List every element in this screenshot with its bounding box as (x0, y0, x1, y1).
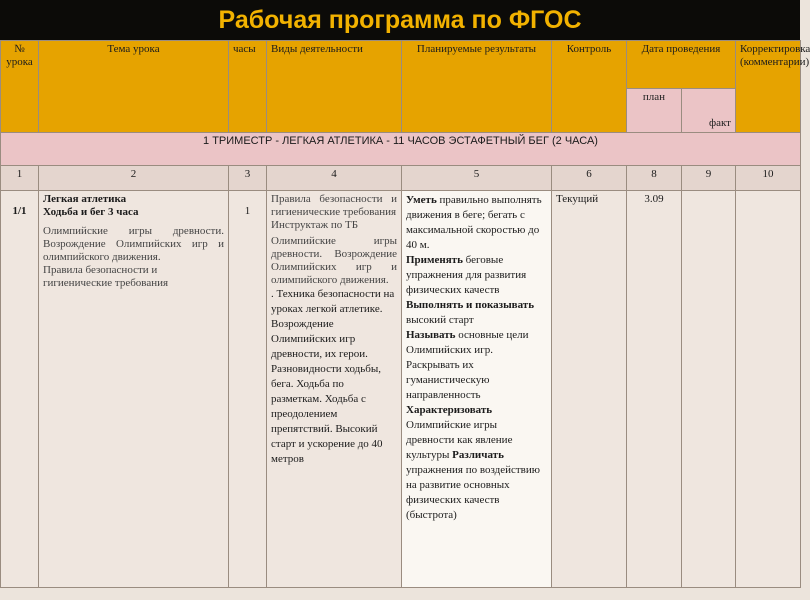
result-text: правильно выполнять движения в беге; бегать с максимальной скоростью до 40 м. (406, 194, 542, 251)
column-number: 2 (39, 166, 229, 191)
lesson-hours: 1 (229, 191, 267, 588)
activities-cell (267, 191, 402, 588)
header-activities: Виды деятельности (267, 41, 402, 133)
result-keyword: Выполнять и показывать (406, 299, 535, 311)
result-text: высокий старт (406, 314, 474, 326)
column-number: 9 (682, 166, 736, 191)
result-text: Олимпийские игры древности как явление культуры (406, 419, 513, 461)
column-number: 5 (402, 166, 552, 191)
result-keyword: Характеризовать (406, 404, 493, 416)
table-row (1, 191, 801, 588)
control-type: Текущий (552, 191, 627, 588)
column-number: 3 (229, 166, 267, 191)
result-text: основные цели Олимпийских игр. Раскрывать их гуманистическую направленность (406, 329, 529, 401)
column-numbers-row (1, 166, 801, 191)
result-keyword: Различать (452, 449, 504, 461)
header-topic: Тема урока (39, 41, 229, 133)
activity-text: Правила безопасности и гигиенические требования (271, 193, 397, 218)
column-number: 6 (552, 166, 627, 191)
result-keyword: Уметь (406, 194, 437, 206)
activity-text: Инструктаж по ТБ (271, 219, 359, 231)
result-keyword: Называть (406, 329, 456, 341)
fact-date (682, 191, 736, 588)
column-number: 8 (627, 166, 682, 191)
planned-results-cell (402, 191, 552, 588)
column-number: 10 (736, 166, 801, 191)
result-text: упражнения по воздействию на развитие основных физических качеств (быстрота) (406, 464, 540, 521)
header-date: Дата проведения (627, 41, 736, 89)
topic-text: Олимпийские игры древности. Возрождение Олимпийских игр и олимпийского движения. (43, 225, 224, 263)
header-plan: план (627, 89, 682, 133)
header-num: № урока (1, 41, 39, 133)
column-number: 1 (1, 166, 39, 191)
activity-text: Олимпийские игры древности. Возрождение Олимпийских игр и олимпийского движения. (271, 235, 397, 286)
title-bar (0, 0, 800, 40)
trimester-row: 1 ТРИМЕСТР - ЛЕГКАЯ АТЛЕТИКА - 11 ЧАСОВ ЭСТАФЕТНЫЙ БЕГ (2 ЧАСА) (1, 133, 801, 166)
result-text: беговые упражнения для развития физических качеств (406, 254, 527, 296)
header-correction: Корректировка (комментарии) (736, 41, 801, 133)
lesson-number: 1/1 (1, 191, 39, 588)
column-number: 4 (267, 166, 402, 191)
topic-line1: Легкая атлетика (43, 193, 127, 205)
header-fact: факт (682, 89, 736, 133)
page-title: Рабочая программа по ФГОС (218, 6, 582, 34)
header-planned: Планируемые результаты (402, 41, 552, 133)
header-control: Контроль (552, 41, 627, 133)
plan-date: 3.09 (627, 191, 682, 588)
topic-text2: Правила безопасности и гигиенические требования (43, 264, 169, 289)
activity-text: . Техника безопасности на уроках легкой атлетике. Возрождение Олимпийских игр древности, их герои. Разновидности ходьбы, бега. Ходьба по разметкам. Ходьба с преодолением препятствий. Высокий старт и ускорение до 40 метров (271, 288, 395, 465)
topic-line2: Ходьба и бег 3 часа (43, 206, 139, 218)
correction-cell (736, 191, 801, 588)
program-table (0, 40, 810, 588)
header-hours: часы (229, 41, 267, 133)
result-keyword: Применять (406, 254, 463, 266)
lesson-topic-cell (39, 191, 229, 588)
